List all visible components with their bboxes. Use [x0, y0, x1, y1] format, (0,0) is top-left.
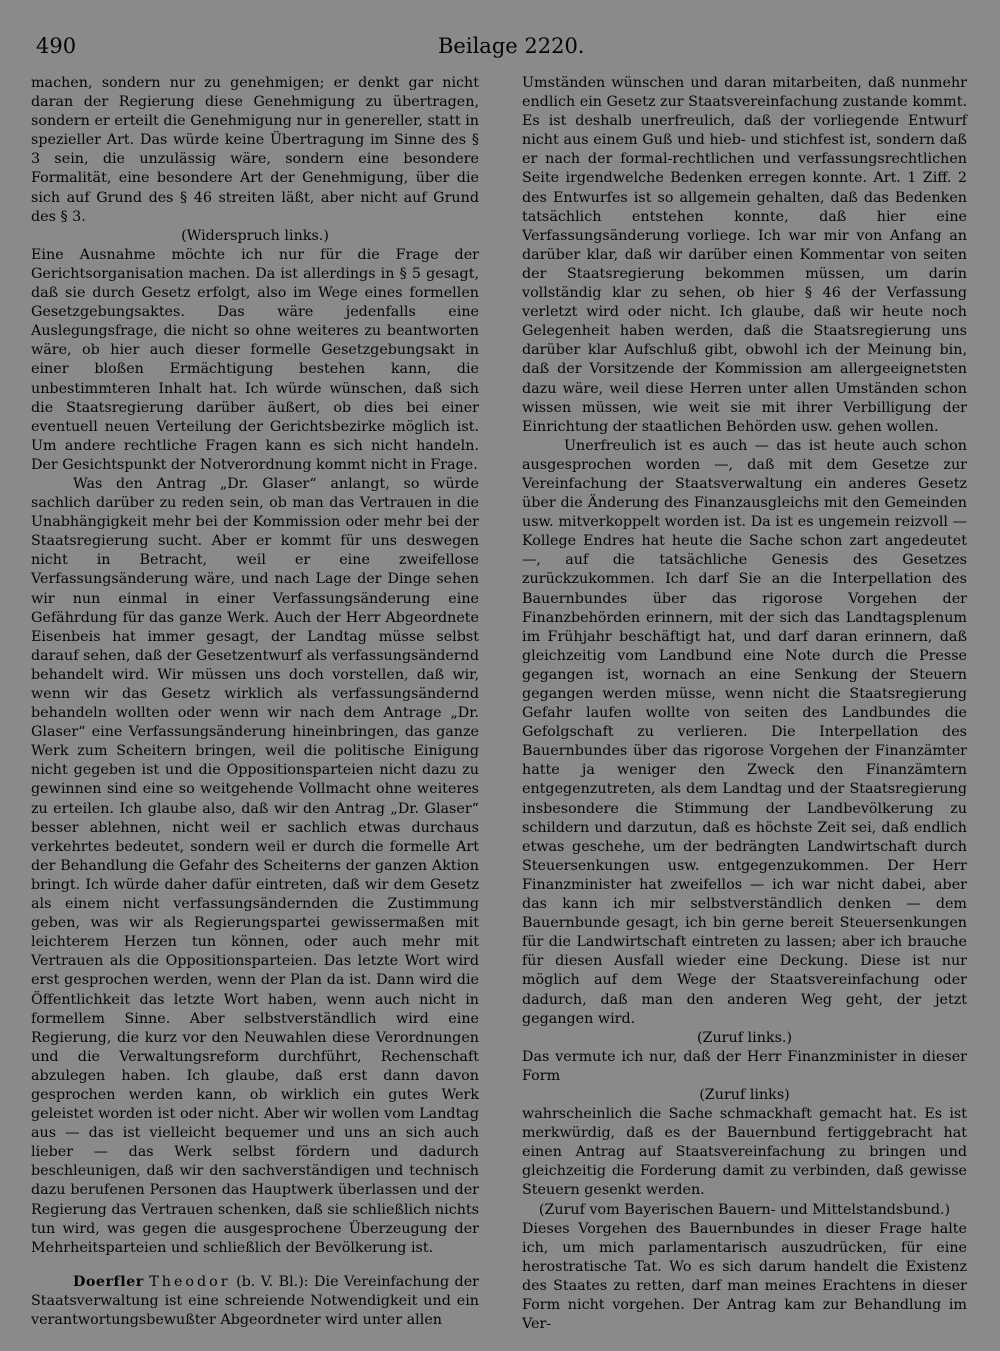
paragraph: Was den Antrag „Dr. Glaser“ anlangt, so würde sachlich darüber zu reden sein, ob man das Vertrauen in die Unabhängigkeit mehr bei der Kommission oder mehr bei der Staatsregierung sucht. Aber er kommt für uns deswegen nicht in Betracht, weil er eine zweifellose Verfassungsänderung wäre, und nach Lage der Dinge sehen wir nun einmal in einer Verfassungsänderung eine Gefährdung für das ganze Werk. Auch der Herr Abgeordnete Eisenbeis hat immer gesagt, der Landtag müsse selbst darauf sehen, daß der Gesetzentwurf als verfassungsändernd behandelt wird. Wir müssen uns doch vorstellen, daß wir, wenn wir das Gesetz wirklich als verfassungsändernd behandeln wollten oder wenn wir nach dem Antrage „Dr. Glaser“ eine Verfassungsänderung hineinbringen, das ganze Werk zum Scheitern bringen, weil die politische Einigung nicht gegeben ist und die Oppositionsparteien nicht dazu zu gewinnen sind eine so weitgehende Vollmacht ohne weiteres zu erteilen. Ich glaube also, daß wir den Antrag „Dr. Glaser“ besser ablehnen, nicht weil er sachlich etwas durchaus verkehrtes bedeutet, sondern weil er durch die formelle Art der Behandlung die Gefahr des Scheiterns der ganzen Aktion bringt. Ich würde daher dafür eintreten, daß wir dem Gesetz als einem nicht verfassungsändernden die Zustimmung geben, was wir als Regierungspartei gewissermaßen mit leichterem Herzen tun können, oder auch mehr mit Vertrauen als die Oppositionsparteien. Das letzte Wort wird erst gesprochen werden, wenn der Plan da ist. Dann wird die Öffentlichkeit das letzte Wort haben, wenn auch nicht in formellem Sinne. Aber selbstverständlich wird eine Regierung, die kurz vor den Neuwahlen diese Verordnungen und die Verwaltungsreform durchführt, Rechenschaft abzulegen haben. Ich glaube, daß erst dann davon gesprochen werden kann, ob wirklich ein gutes Werk geleistet worden ist oder nicht. Aber wir wollen vom Landtag aus — das ist vielleicht bequemer und uns an sich auch lieber — das Werk selbst fördern und dadurch beschleunigen, daß wir den sachverständigen und technisch dazu berufenen Personen das Hauptwerk überlassen und der Regierung das Vertrauen schenken, daß sie schließlich nichts tun wird, was gegen die ausgesprochene Überzeugung der Mehrheitsparteien und schließlich der Bevölkerung ist.	[31, 475, 479, 1256]
interjection: (Zuruf links.)	[696, 1029, 793, 1046]
right-column	[522, 74, 967, 1334]
paragraph: Das vermute ich nur, daß der Herr Finanzminister in dieser Form	[522, 1048, 967, 1084]
speaker-paragraph	[31, 1273, 479, 1330]
page-number: 490	[36, 34, 77, 58]
paragraph: machen, sondern nur zu genehmigen; er denkt gar nicht daran der Regierung diese Genehmigung zu übertragen, sondern er erteilt die Genehmigung nur in genereller, statt in spezieller Art. Das würde keine Übertragung im Sinne des § 3 sein, die unzulässig wäre, sondern eine besondere Formalität, eine besondere Art der Genehmigung, über die sich auf Grund des § 46 streiten läßt, aber nicht auf Grund des § 3.	[31, 75, 479, 225]
paragraph: Eine Ausnahme möchte ich nur für die Frage der Gerichtsorganisation machen. Da ist allerdings in § 5 gesagt, daß sie durch Gesetz erfolgt, also im Wege eines formellen Gesetzgebungsaktes. Das wäre jedenfalls eine Auslegungsfrage, die nicht so ohne weiteres zu beantworten wäre, ob hier auch dieser formelle Gesetzgebungsakt in einer bloßen Ermächtigung bestehen kann, die unbestimmteren Inhalt hat. Ich würde wünschen, daß sich die Staatsregierung darüber äußert, ob dies bei einer eventuell neuen Verteilung der Gerichtsbezirke möglich ist. Um andere rechtliche Fragen kann es sich nicht handeln. Der Gesichtspunkt der Notverordnung kommt nicht in Frage.	[31, 246, 479, 473]
speaker-firstname: Theodor	[149, 1273, 231, 1290]
speaker-party: (b. V. Bl.):	[236, 1273, 309, 1290]
interjection: (Widerspruch links.)	[181, 227, 329, 244]
paragraph: Umständen wünschen und daran mitarbeiten, daß nunmehr endlich ein Gesetz zur Staatsvereinfachung zustande kommt. Es ist deshalb unerfreulich, daß der vorliegende Entwurf nicht aus einem Guß und hieb- und stichfest ist, sondern daß er nach der formal-rechtlichen und verfassungsrechtlichen Seite irgendwelche Bedenken erregen konnte. Art. 1 Ziff. 2 des Entwurfes ist so allgemein gehalten, daß das Bedenken tatsächlich entstehen konnte, daß hier eine Verfassungsänderung vorliege. Ich war mir von Anfang an darüber klar, daß wir darüber einen Kommentar von seiten der Staatsregierung bekommen müssen, um darin vollständig klar zu sehen, ob hier § 46 der Verfassung verletzt wird oder nicht. Ich glaube, daß wir heute noch Gelegenheit haben werden, daß die Staatsregierung uns darüber klar Aufschluß gibt, obwohl ich der Meinung bin, daß der Vorsitzende der Kommission am allergeeignetsten dazu wäre, weil diese Herren unter allen Umständen schon wissen müssen, wie weit sie mit ihrer Verbilligung der Einrichtung der staatlichen Behörden usw. gehen wollen.	[522, 75, 967, 435]
page-header-title: Beilage 2220.	[438, 34, 585, 58]
interjection: (Zuruf vom Bayerischen Bauern- und Mittelstandsbund.)	[538, 1201, 951, 1218]
paragraph: Unerfreulich ist es auch — das ist heute auch schon ausgesprochen worden —, daß mit dem Gesetze zur Vereinfachung der Staatsverwaltung ein anderes Gesetz über die Änderung des Finanzausgleichs mit den Gemeinden usw. mitverkoppelt worden ist. Da ist es ungemein reizvoll — Kollege Endres hat heute die Sache schon zart angedeutet —, auf die tatsächliche Genesis des Gesetzes zurückzukommen. Ich darf Sie an die Interpellation des Bauernbundes über das rigorose Vorgehen der Finanzbehörden erinnern, mit der sich das Landtagsplenum im Frühjahr beschäftigt hat, und darf daran erinnern, daß gleichzeitig vom Landbund eine Note durch die Presse gegangen ist, wornach an eine Senkung der Steuern gegangen werden müsse, wenn nicht die Staatsregierung Gefahr laufen wollte von seiten des Landbundes die Gefolgschaft zu verlieren. Die Interpellation des Bauernbundes über das rigorose Vorgehen der Finanzämter hatte ja weniger den Zweck den Finanzämtern entgegenzutreten, als dem Landtag und der Staatsregierung insbesondere die Stimmung der Landbevölkerung zu schildern und darzutun, daß es höchste Zeit sei, daß endlich etwas geschehe, um der bedrängten Landwirtschaft durch Steuersenkungen usw. entgegenzukommen. Der Herr Finanzminister hat zweifellos — ich war nicht dabei, aber das kann ich mir selbstverständlich denken — dem Bauernbunde gesagt, ich bin gerne bereit Steuersenkungen für die Landwirtschaft eintreten zu lassen; aber ich brauche für diesen Ausfall wieder eine Deckung. Diese ist nur möglich auf dem Wege der Staatsvereinfachung oder dadurch, daß man den anderen Weg geht, der jetzt gegangen wird.	[522, 437, 967, 1027]
speaker-surname: Doerfler	[73, 1273, 144, 1290]
paragraph: wahrscheinlich die Sache schmackhaft gemacht hat. Es ist merkwürdig, daß es der Bauernbund fertiggebracht hat einen Antrag auf Staatsvereinfachung zu bringen und gleichzeitig die Forderung damit zu verbinden, daß gewisse Steuern gesenkt werden.	[522, 1106, 967, 1199]
left-column	[31, 74, 479, 1330]
paragraph: Dieses Vorgehen des Bauernbundes in dieser Frage halte ich, um mich parlamentarisch auszudrücken, für eine herostratische Tat. Wo es sich darum handelt die Existenz des Staates zu retten, darf man meines Erachtens in dieser Form nicht vorgehen. Der Antrag kam zur Behandlung im Ver-	[522, 1220, 967, 1333]
interjection: (Zuruf links)	[699, 1086, 790, 1103]
paragraph: Die Vereinfachung der Staatsverwaltung ist eine schreiende Notwendigkeit und ein verantwortungsbewußter Abgeordneter wird unter allen	[31, 1273, 479, 1328]
